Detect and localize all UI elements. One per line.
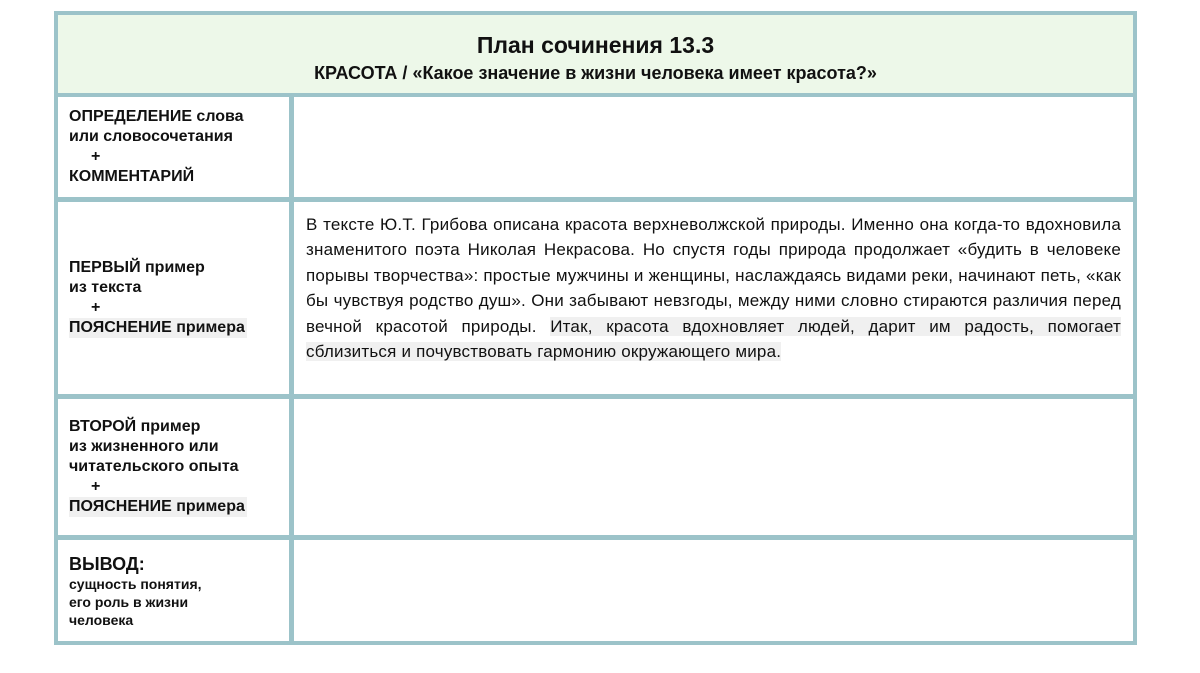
label-line: человека <box>69 611 134 628</box>
table-header <box>58 15 1133 93</box>
row-conclusion-content <box>294 540 1133 641</box>
plus-sign: + <box>91 299 101 316</box>
label-line: ОПРЕДЕЛЕНИЕ слова <box>69 108 244 125</box>
row-definition-content <box>294 97 1133 197</box>
essay-plan-table <box>54 11 1137 645</box>
label-line: или словосочетания <box>69 128 233 145</box>
label-line: из текста <box>69 279 142 296</box>
row-second-example-content <box>294 399 1133 535</box>
row-second-example-label <box>58 399 289 535</box>
row-first-example-label <box>58 202 289 394</box>
label-line: ПОЯСНЕНИЕ примера <box>69 319 245 336</box>
label-line: ПОЯСНЕНИЕ примера <box>69 498 245 515</box>
plus-sign: + <box>91 478 101 495</box>
label-line: ПЕРВЫЙ пример <box>69 259 205 276</box>
row-definition-label <box>58 97 289 197</box>
plus-sign: + <box>91 148 101 165</box>
label-line: из жизненного или <box>69 438 219 455</box>
page-title: План сочинения 13.3 <box>476 32 715 58</box>
row-conclusion-label <box>58 540 289 641</box>
example-explanation: Итак, красота вдохновляет людей, дарит им радость, помогает сблизиться и почувствовать гармонию окружающего мира. <box>306 316 1121 362</box>
row-first-example-content <box>294 202 1133 394</box>
label-line: КОММЕНТАРИЙ <box>69 168 195 185</box>
label-line: сущность понятия, <box>69 575 202 592</box>
label-line: ВЫВОД: <box>69 553 145 574</box>
label-line: читательского опыта <box>69 458 239 475</box>
label-line: ВТОРОЙ пример <box>69 418 201 435</box>
example-text: В тексте Ю.Т. Грибова описана красота верхневолжской природы. Именно она когда-то вдохновила знаменитого поэта Николая Некрасова. Но спустя годы природа продолжает «будить в человеке порывы творчества»: простые мужчины и женщины, наслаждаясь видами реки, начинают петь, «как бы чувствуя родство душ». Они забывают невзгоды, между ними словно стираются различия перед вечной красотой природы. <box>306 215 1121 336</box>
page-subtitle: КРАСОТА / «Какое значение в жизни человека имеет красота?» <box>314 63 877 83</box>
label-line: его роль в жизни <box>69 593 189 610</box>
